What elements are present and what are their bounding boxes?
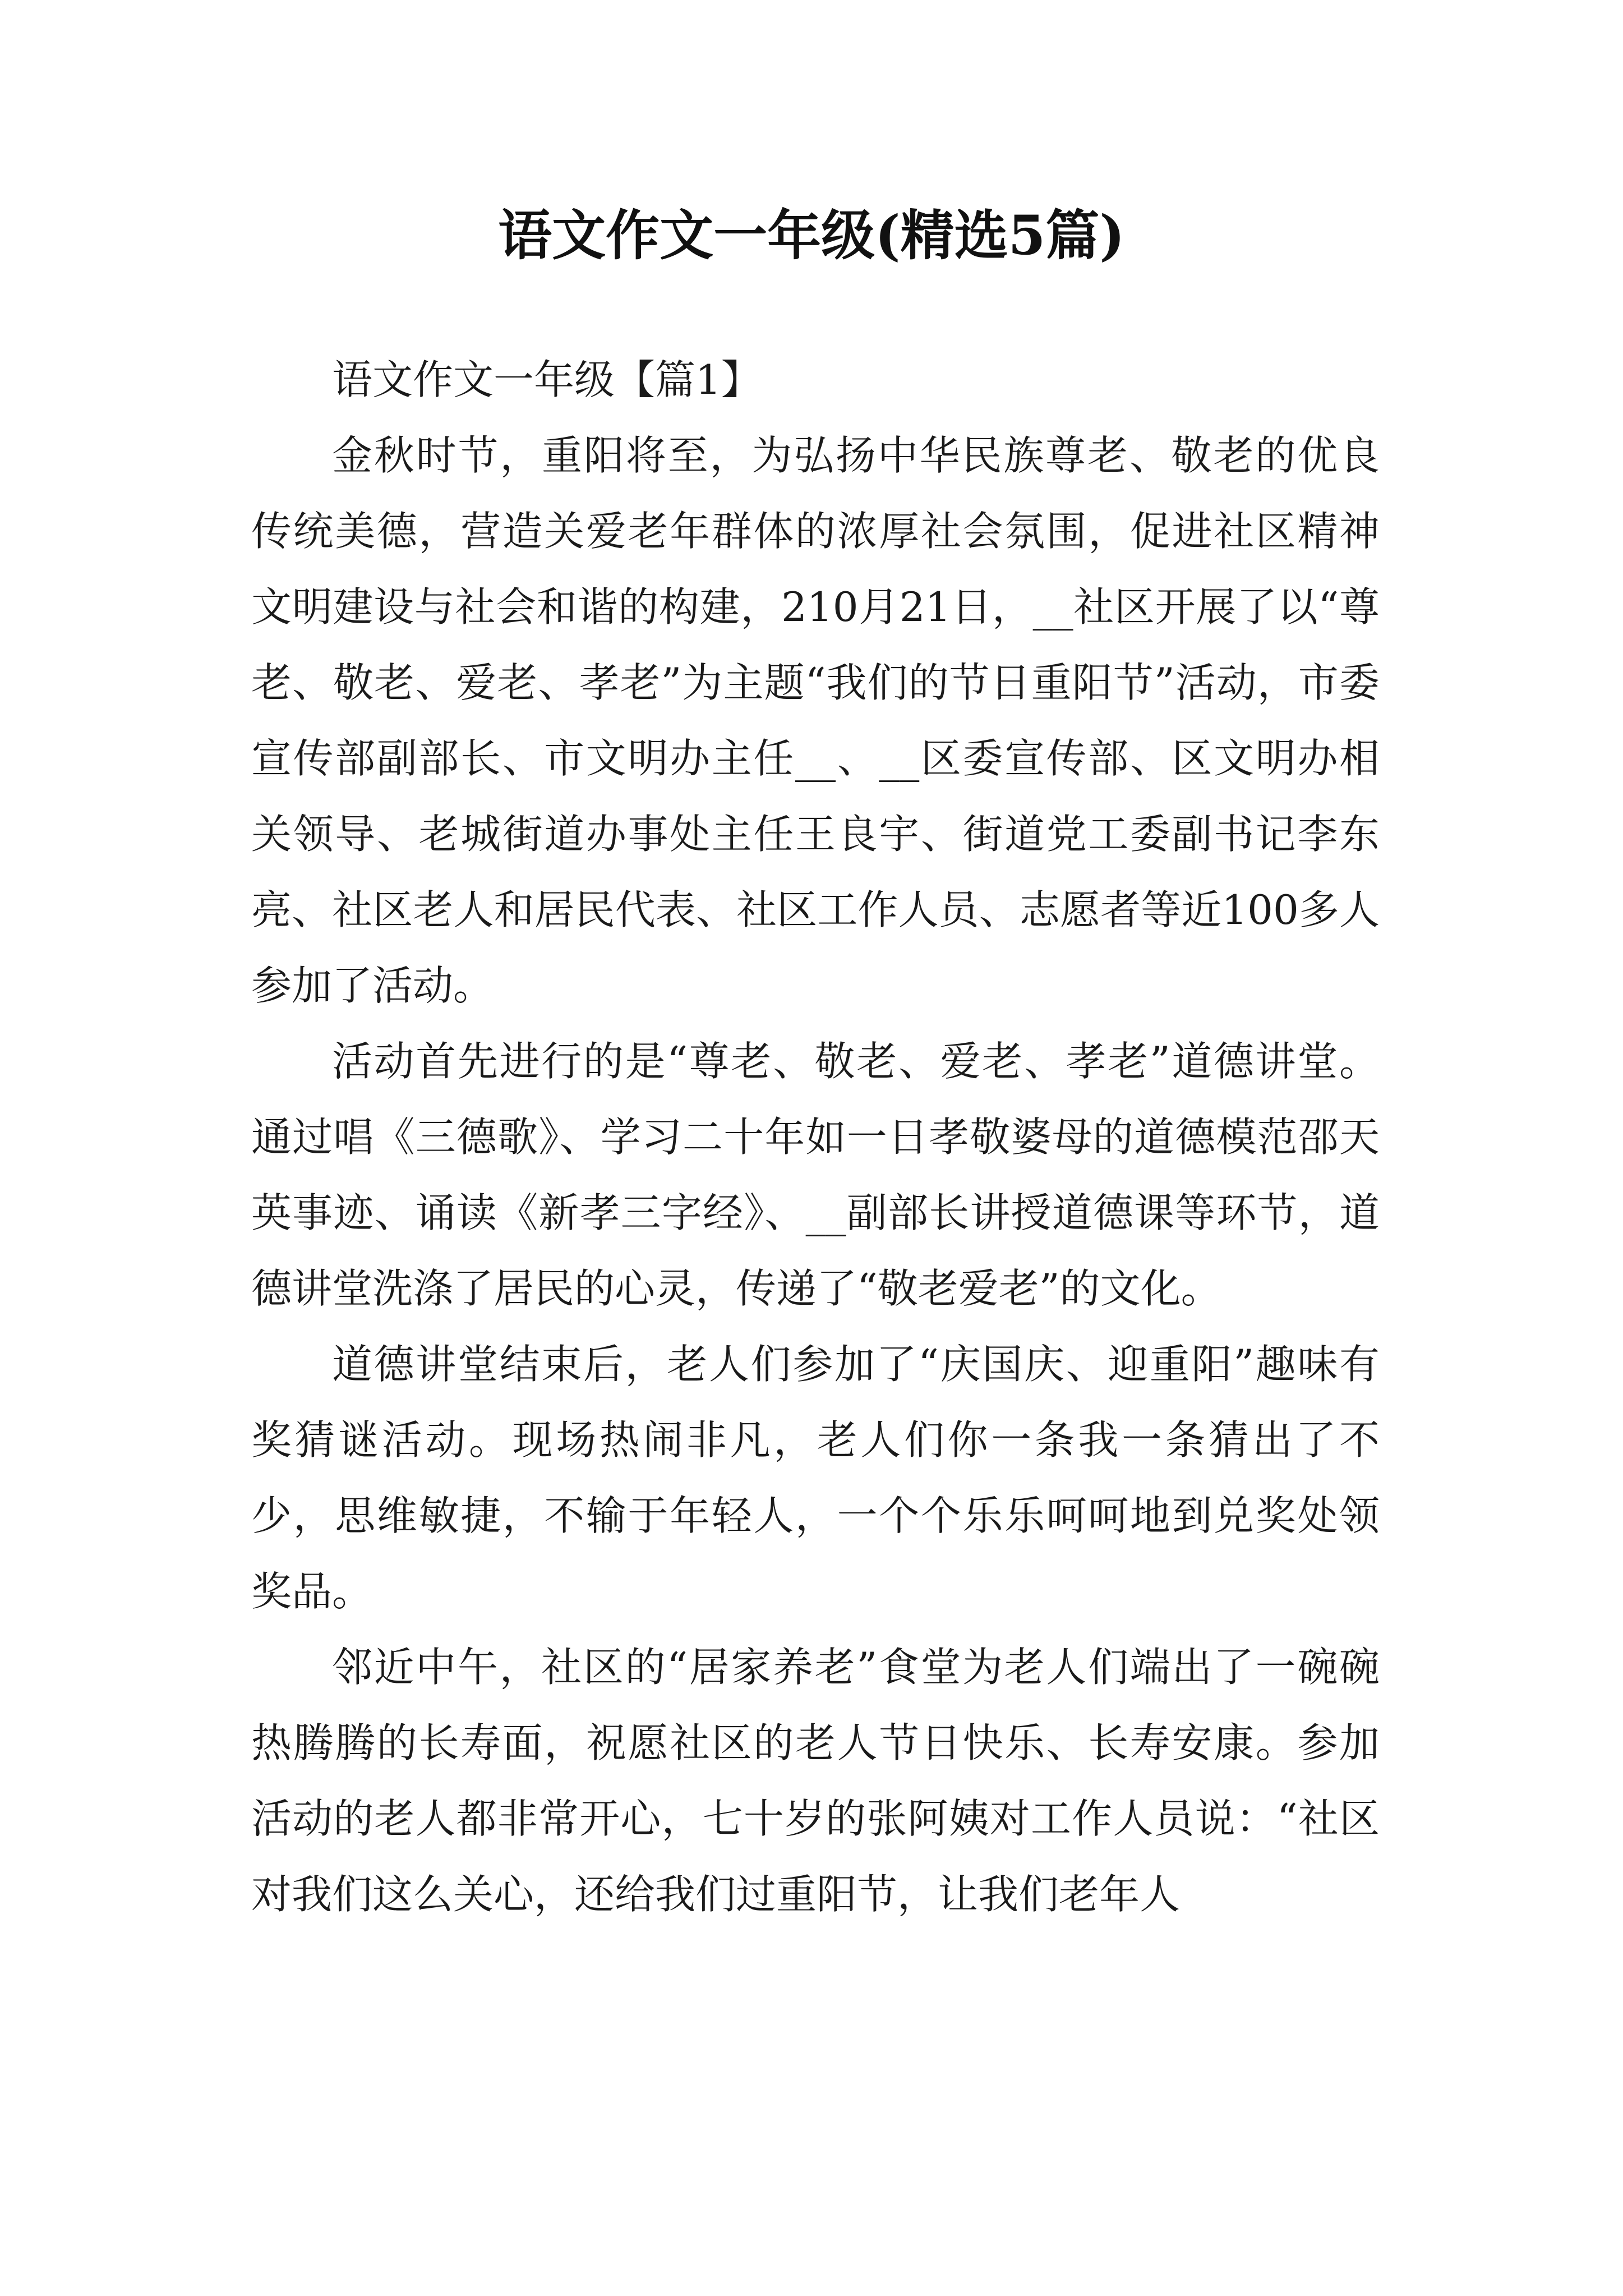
paragraph-2: 活动首先进行的是“尊老、敬老、爱老、孝老”道德讲堂。通过唱《三德歌》、学习二十年如一日孝敬婆母的道德模范邵天英事迹、诵读《新孝三字经》、__副部长讲授道德课等环节，道德讲堂洗涤了居民的心灵，传递了“敬老爱老”的文化。 bbox=[251, 1038, 1380, 1312]
document-body bbox=[251, 342, 1380, 1932]
paragraph-1: 金秋时节，重阳将至，为弘扬中华民族尊老、敬老的优良传统美德，营造关爱老年群体的浓厚社会氛围，促进社区精神文明建设与社会和谐的构建，210月21日，__社区开展了以“尊老、敬老、爱老、孝老”为主题“我们的节日重阳节”活动，市委宣传部副部长、市文明办主任__、__区委宣传部、区文明办相关领导、老城街道办事处主任王良宇、街道党工委副书记李东亮、社区老人和居民代表、社区工作人员、志愿者等近100多人参加了活动。 bbox=[251, 432, 1380, 1009]
section-heading: 语文作文一年级【篇1】 bbox=[332, 356, 762, 403]
document-title: 语文作文一年级(精选5篇) bbox=[498, 204, 1125, 267]
paragraph-4: 邻近中午，社区的“居家养老”食堂为老人们端出了一碗碗热腾腾的长寿面，祝愿社区的老人节日快乐、长寿安康。参加活动的老人都非常开心，七十岁的张阿姨对工作人员说：“社区对我们这么关心，还给我们过重阳节，让我们老年人 bbox=[251, 1644, 1380, 1918]
paragraph-3: 道德讲堂结束后，老人们参加了“庆国庆、迎重阳”趣味有奖猜谜活动。现场热闹非凡，老人们你一条我一条猜出了不少，思维敏捷，不输于年轻人，一个个乐乐呵呵地到兑奖处领奖品。 bbox=[251, 1341, 1380, 1615]
